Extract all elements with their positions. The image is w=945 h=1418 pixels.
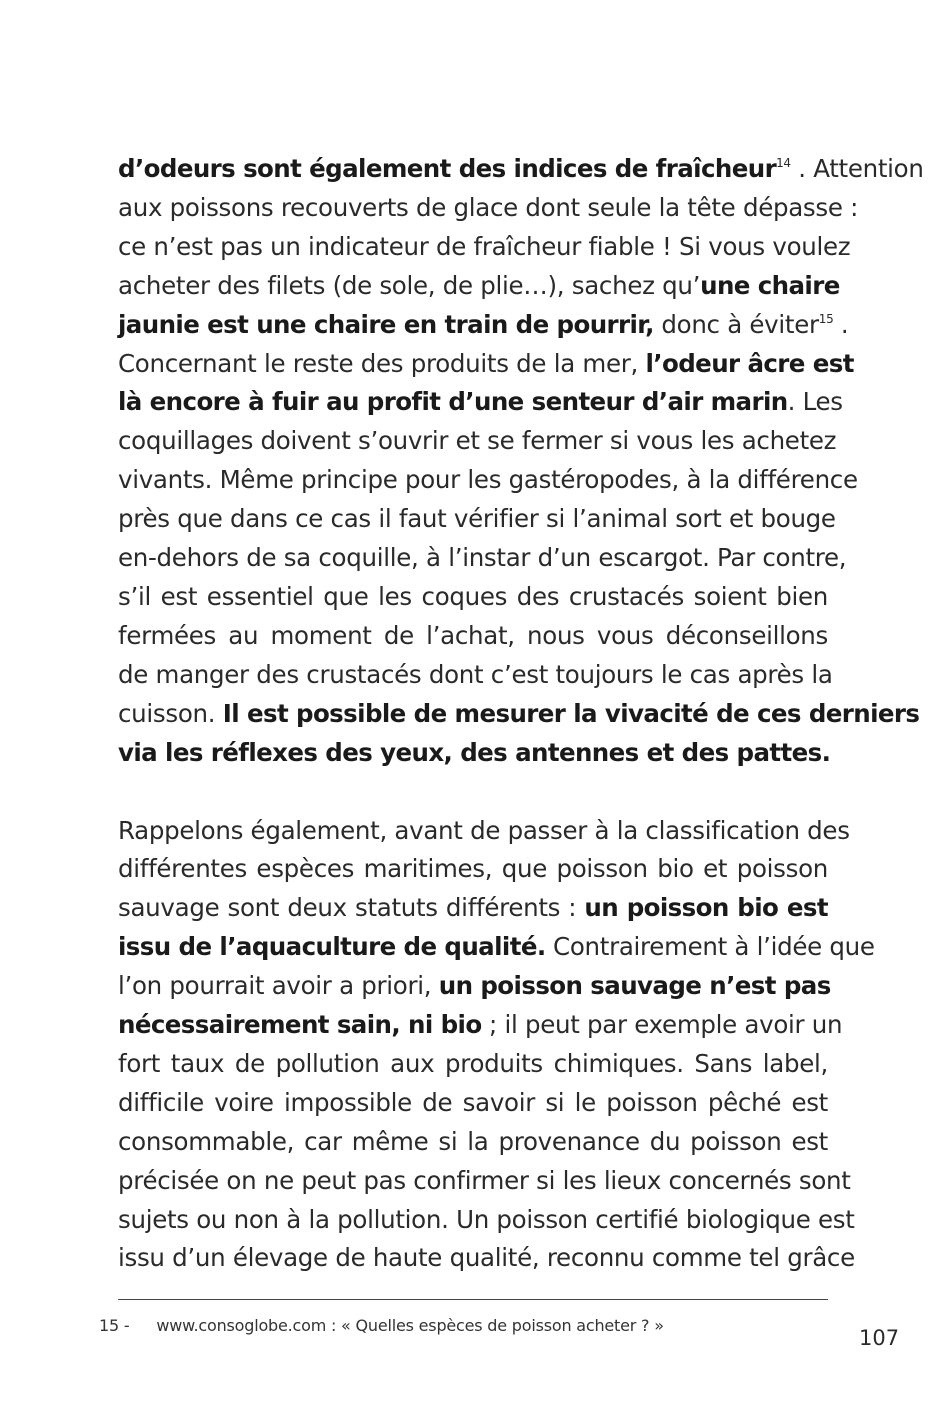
text-line — [118, 1045, 828, 1084]
text-line — [118, 850, 828, 889]
text-line — [118, 189, 859, 228]
footnote-ref: 15 — [818, 311, 834, 326]
text-run: acheter des filets (de sole, de plie…), sachez qu’ — [118, 270, 701, 300]
text-run: vivants. Même principe pour les gastéropodes, à la différence — [118, 465, 858, 495]
text-line — [118, 500, 836, 539]
text-line — [118, 656, 833, 695]
text-run: près que dans ce cas il faut vérifier si l’animal sort et bouge — [118, 504, 836, 534]
bold-text: jaunie est une chaire en train de pourrir, — [118, 309, 654, 339]
text-run: s’il est essentiel que les coques des crustacés soient bien — [118, 581, 828, 611]
text-line — [118, 383, 843, 422]
footnote-number: 15 - — [99, 1316, 130, 1335]
footnote — [99, 1316, 664, 1335]
text-run: . Les — [787, 387, 843, 417]
text-line — [118, 306, 849, 345]
footnote-ref: 14 — [776, 156, 791, 170]
text-run: en-dehors de sa coquille, à l’instar d’un escargot. Par contre, — [118, 543, 847, 573]
text-line — [118, 889, 828, 928]
bold-text: Il est possible de mesurer la vivacité de ces derniers — [222, 698, 920, 728]
text-line — [118, 967, 831, 1006]
bold-text: un poisson bio est — [584, 893, 828, 923]
text-run: consommable, car même si la provenance du poisson est — [118, 1126, 828, 1156]
footnote-divider — [118, 1299, 828, 1300]
bold-text: l’odeur âcre est — [645, 348, 854, 378]
text-line — [118, 345, 854, 384]
text-line — [118, 1084, 828, 1123]
text-run: fort taux de pollution aux produits chimiques. Sans label, — [118, 1048, 828, 1078]
bold-text: là encore à fuir au profit d’une senteur d’air marin — [118, 387, 788, 417]
text-line — [118, 539, 847, 578]
text-run: cuisson. — [118, 698, 223, 728]
text-run: de manger des crustacés dont c’est toujours le cas après la — [118, 659, 833, 689]
text-run: ce n’est pas un indicateur de fraîcheur fiable ! Si vous voulez — [118, 231, 851, 261]
text-line — [118, 150, 924, 189]
text-line — [118, 928, 875, 967]
text-run: aux poissons recouverts de glace dont seule la tête dépasse : — [118, 192, 859, 222]
bold-text: via les réflexes des yeux, des antennes et des pattes. — [118, 737, 831, 767]
bold-text: issu de l’aquaculture de qualité. — [118, 932, 546, 962]
bold-text: une chaire — [700, 270, 840, 300]
text-line — [118, 617, 828, 656]
text-run: Concernant le reste des produits de la mer, — [118, 348, 646, 378]
text-run: précisée on ne peut pas confirmer si les lieux concernés sont — [118, 1165, 851, 1195]
text-run: . — [833, 309, 849, 339]
text-line — [118, 1162, 851, 1201]
text-line — [118, 1006, 843, 1045]
text-run: différentes espèces maritimes, que poisson bio et poisson — [118, 854, 828, 884]
text-run: coquillages doivent s’ouvrir et se fermer si vous les achetez — [118, 426, 837, 456]
text-line — [118, 578, 828, 617]
text-line — [118, 228, 851, 267]
text-run: Contrairement à l’idée que — [545, 932, 875, 962]
text-run: donc à éviter — [653, 309, 819, 339]
text-run: sujets ou non à la pollution. Un poisson certifié biologique est — [118, 1204, 855, 1234]
text-run: sauvage sont deux statuts différents : — [118, 893, 585, 923]
bold-text: nécessairement sain, ni bio — [118, 1010, 482, 1040]
text-run: l’on pourrait avoir a priori, — [118, 971, 439, 1001]
text-line — [118, 422, 837, 461]
footnote-text: www.consoglobe.com : « Quelles espèces de poisson acheter ? » — [156, 1316, 664, 1335]
text-line — [118, 1239, 855, 1278]
text-line — [118, 267, 840, 306]
text-run: Rappelons également, avant de passer à la classification des — [118, 815, 850, 845]
page-number: 107 — [859, 1326, 900, 1350]
text-line — [118, 1201, 855, 1240]
body-text — [118, 150, 924, 1278]
text-line — [118, 1123, 828, 1162]
text-line — [118, 461, 858, 500]
text-run: issu d’un élevage de haute qualité, reconnu comme tel grâce — [118, 1243, 855, 1273]
text-line — [118, 734, 831, 773]
bold-text: d’odeurs sont également des indices de fraîcheur — [118, 154, 777, 183]
bold-text: un poisson sauvage n’est pas — [438, 971, 831, 1001]
text-run: difficile voire impossible de savoir si le poisson pêché est — [118, 1087, 828, 1117]
paragraph-gap — [118, 773, 828, 812]
text-run: fermées au moment de l’achat, nous vous déconseillons — [118, 620, 828, 650]
text-line — [118, 695, 920, 734]
text-line — [118, 812, 850, 851]
text-run: . Attention — [790, 154, 924, 183]
text-run: ; il peut par exemple avoir un — [481, 1010, 843, 1040]
